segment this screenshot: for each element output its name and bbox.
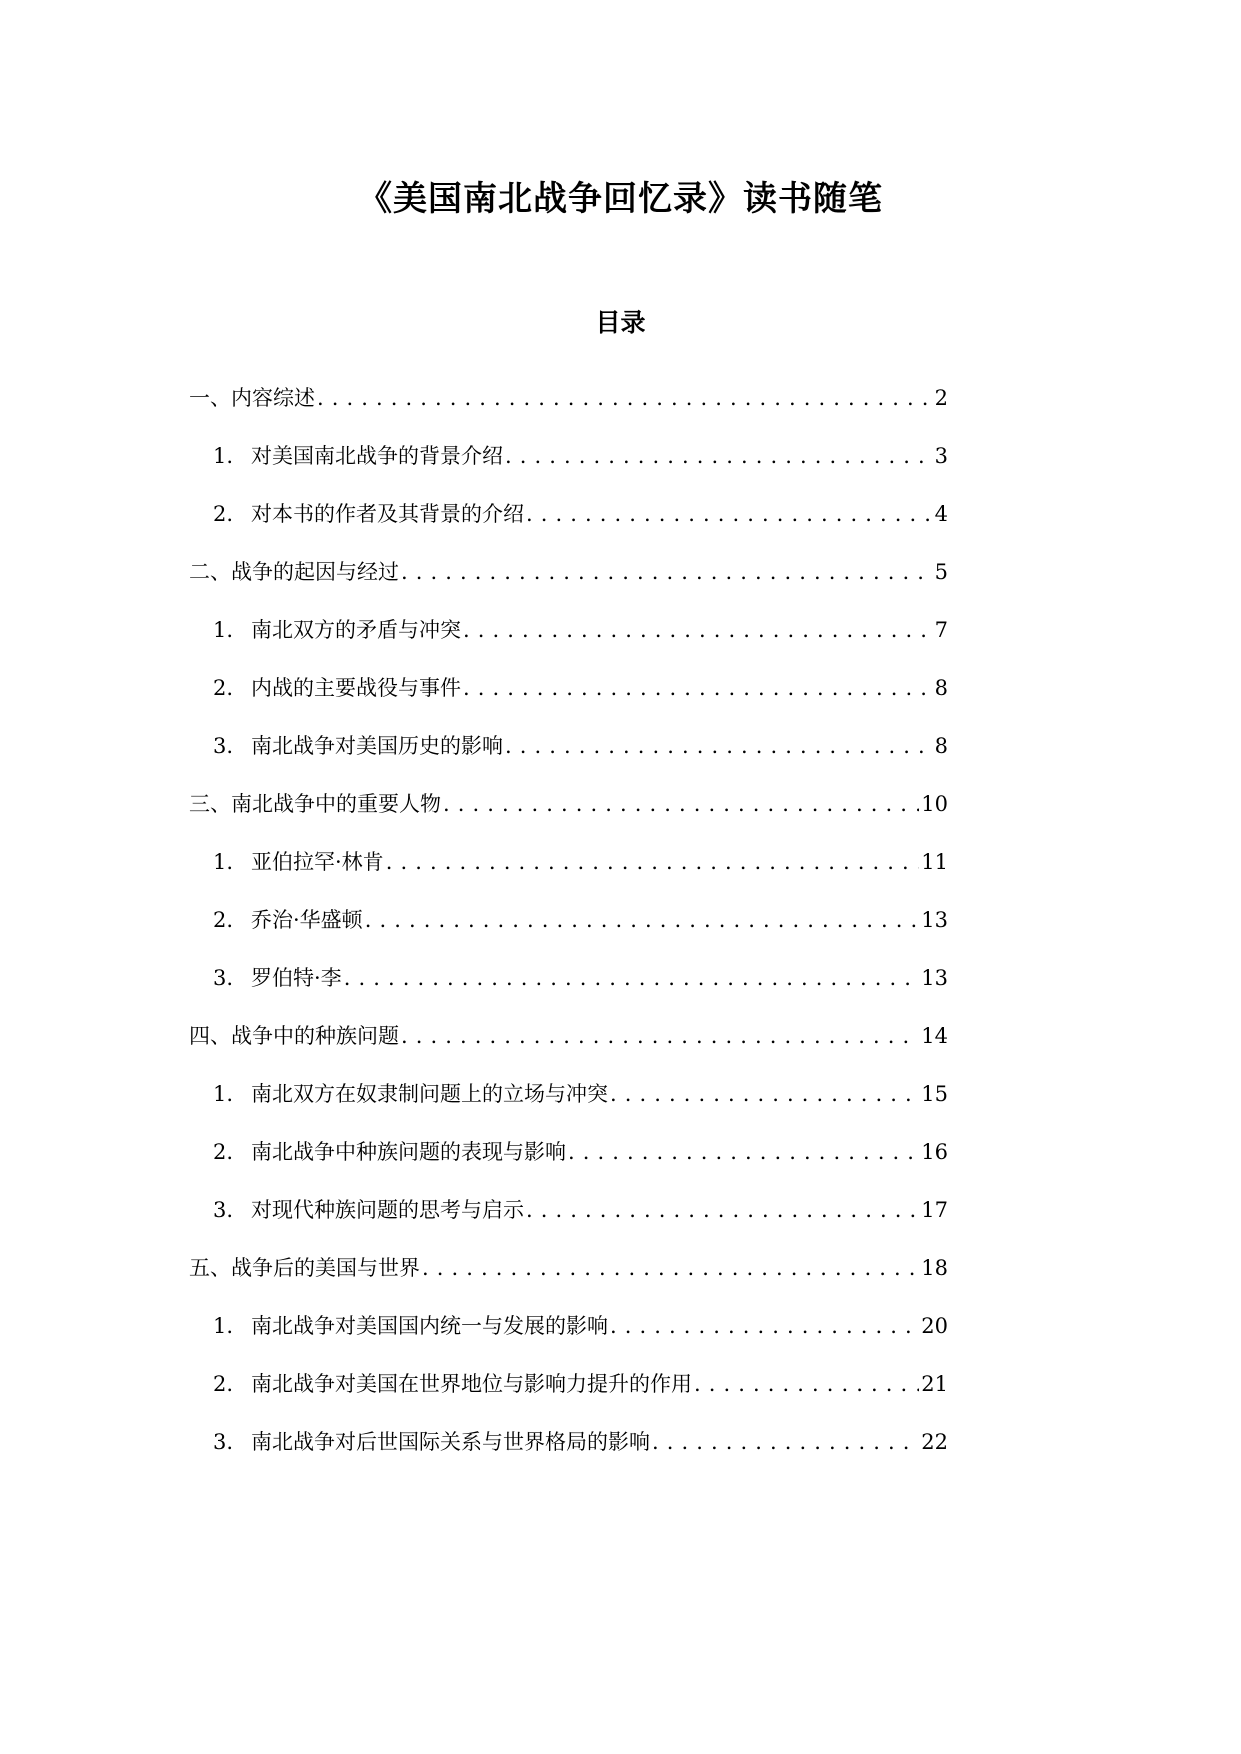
- toc-entry-text: 南北双方的矛盾与冲突: [251, 618, 461, 642]
- toc-entry-text: 四、战争中的种族问题: [189, 1024, 399, 1048]
- toc-entry[interactable]: [213, 963, 948, 993]
- toc-entry-number: 3.: [213, 1198, 234, 1222]
- toc-entry[interactable]: [213, 441, 948, 471]
- toc-entry[interactable]: [213, 905, 948, 935]
- toc-entry-text: 南北战争对美国在世界地位与影响力提升的作用: [251, 1372, 692, 1396]
- toc-entry[interactable]: [213, 673, 948, 703]
- toc-dot-leader: [386, 847, 920, 877]
- toc-entry[interactable]: [189, 383, 948, 413]
- toc-dot-leader: [463, 615, 933, 645]
- toc-entry[interactable]: [213, 1369, 948, 1399]
- toc-page-number: 4: [934, 502, 948, 526]
- toc-entry-text: 亚伯拉罕·林肯: [251, 850, 384, 874]
- toc-entry-text: 对美国南北战争的背景介绍: [251, 444, 503, 468]
- toc-dot-leader: [652, 1427, 919, 1457]
- toc-page-number: 16: [921, 1140, 948, 1164]
- toc-entry[interactable]: [189, 1253, 948, 1283]
- toc-entry-text: 南北战争对后世国际关系与世界格局的影响: [251, 1430, 650, 1454]
- toc-entry-text: 五、战争后的美国与世界: [189, 1256, 420, 1280]
- toc-entry-number: 1.: [213, 444, 234, 468]
- toc-entry-number: 1.: [213, 850, 234, 874]
- toc-entry-number: 1.: [213, 1082, 234, 1106]
- toc-page-number: 13: [921, 966, 948, 990]
- toc-dot-leader: [463, 673, 933, 703]
- toc-entry-text: 乔治·华盛顿: [251, 908, 363, 932]
- toc-entry-number: 2.: [213, 502, 234, 526]
- toc-page-number: 11: [921, 850, 948, 874]
- toc-page-number: 22: [921, 1430, 948, 1454]
- toc-entry-number: 1.: [213, 618, 234, 642]
- toc-page-number: 18: [921, 1256, 948, 1280]
- toc-entry-text: 内战的主要战役与事件: [251, 676, 461, 700]
- toc-entry[interactable]: [189, 789, 948, 819]
- toc-entry-number: 2.: [213, 908, 234, 932]
- toc-entry-text: 南北战争对美国国内统一与发展的影响: [251, 1314, 608, 1338]
- toc-entry-number: 2.: [213, 1372, 234, 1396]
- toc-entry-number: 3.: [213, 734, 234, 758]
- toc-dot-leader: [610, 1311, 919, 1341]
- toc-heading: 目录: [595, 307, 646, 337]
- toc-entry[interactable]: [189, 1021, 948, 1051]
- toc-entry-number: 3.: [213, 966, 234, 990]
- toc-dot-leader: [422, 1253, 919, 1283]
- toc-page-number: 20: [921, 1314, 948, 1338]
- toc-page-number: 10: [921, 792, 948, 816]
- toc-dot-leader: [365, 905, 920, 935]
- toc-entry-number: 3.: [213, 1430, 234, 1454]
- toc-entry[interactable]: [213, 1079, 948, 1109]
- toc-entry[interactable]: [213, 1137, 948, 1167]
- toc-entry-text: 对本书的作者及其背景的介绍: [251, 502, 524, 526]
- toc-page-number: 7: [934, 618, 948, 642]
- toc-entry[interactable]: [213, 615, 948, 645]
- toc-dot-leader: [694, 1369, 919, 1399]
- toc-page-number: 14: [921, 1024, 948, 1048]
- toc-entry-text: 罗伯特·李: [251, 966, 342, 990]
- toc-dot-leader: [344, 963, 920, 993]
- toc-entry[interactable]: [213, 731, 948, 761]
- toc-dot-leader: [568, 1137, 919, 1167]
- toc-page-number: 8: [934, 734, 948, 758]
- toc-dot-leader: [317, 383, 933, 413]
- document-title: 《美国南北战争回忆录》读书随笔: [358, 178, 883, 219]
- toc-entry-number: 2.: [213, 1140, 234, 1164]
- toc-dot-leader: [443, 789, 919, 819]
- toc-entry-number: 2.: [213, 676, 234, 700]
- toc-entry[interactable]: [213, 1427, 948, 1457]
- toc-page-number: 17: [921, 1198, 948, 1222]
- toc-entry[interactable]: [213, 1311, 948, 1341]
- toc-entry-text: 对现代种族问题的思考与启示: [251, 1198, 524, 1222]
- toc-entry-text: 一、内容综述: [189, 386, 315, 410]
- toc-page-number: 21: [921, 1372, 948, 1396]
- toc-page-number: 2: [934, 386, 948, 410]
- toc-dot-leader: [505, 441, 933, 471]
- toc-dot-leader: [526, 1195, 919, 1225]
- toc-entry[interactable]: [213, 847, 948, 877]
- toc-page-number: 8: [934, 676, 948, 700]
- toc-page-number: 3: [934, 444, 948, 468]
- toc-entry-text: 南北双方在奴隶制问题上的立场与冲突: [251, 1082, 608, 1106]
- toc-dot-leader: [401, 1021, 919, 1051]
- toc-dot-leader: [401, 557, 933, 587]
- toc-entry-text: 南北战争对美国历史的影响: [251, 734, 503, 758]
- toc-entry-text: 南北战争中种族问题的表现与影响: [251, 1140, 566, 1164]
- toc-entry-text: 二、战争的起因与经过: [189, 560, 399, 584]
- toc-dot-leader: [526, 499, 933, 529]
- toc-page-number: 13: [921, 908, 948, 932]
- toc-entry[interactable]: [213, 499, 948, 529]
- toc-dot-leader: [505, 731, 933, 761]
- toc-entry[interactable]: [189, 557, 948, 587]
- toc-entry[interactable]: [213, 1195, 948, 1225]
- toc-page-number: 5: [934, 560, 948, 584]
- toc-dot-leader: [610, 1079, 919, 1109]
- toc-entry-text: 三、南北战争中的重要人物: [189, 792, 441, 816]
- toc-entry-number: 1.: [213, 1314, 234, 1338]
- toc-page-number: 15: [921, 1082, 948, 1106]
